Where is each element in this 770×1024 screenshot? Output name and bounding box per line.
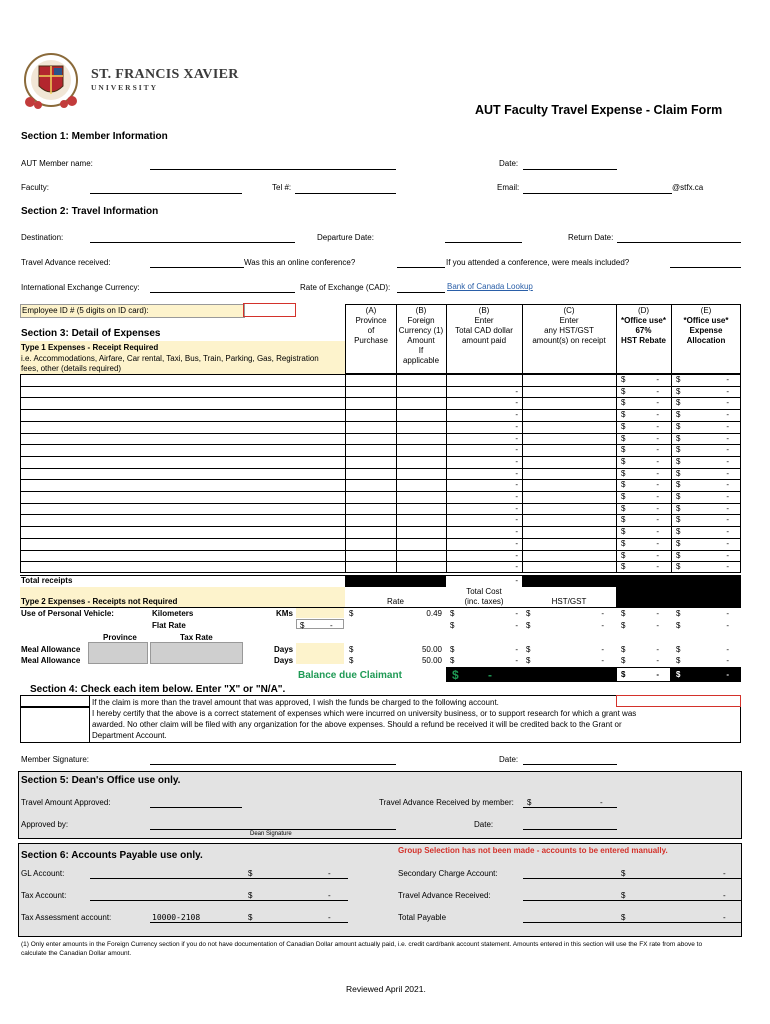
flat-total-value: - [515,621,518,630]
allocation-cell: - [726,421,729,431]
form-title: AUT Faculty Travel Expense - Claim Form [475,103,723,117]
currency-field[interactable] [150,292,295,293]
group-warning: Group Selection has not been made - accounts to be entered manually. [398,846,668,855]
days-label-1: Days [274,645,294,654]
signature-field[interactable] [150,764,396,765]
employee-id-input[interactable] [243,303,296,317]
allocation-dollar: $ [676,386,681,396]
cad-total-cell: - [515,421,518,431]
rate-label: Rate of Exchange (CAD): [300,283,391,292]
km-e-dollar: $ [676,609,681,618]
rebate-dollar: $ [621,480,626,490]
flat-hst-value: - [601,621,604,630]
allocation-dollar: $ [676,456,681,466]
rebate-cell: - [656,503,659,513]
secondary-dollar: $ [621,869,626,878]
kilometers-label: Kilometers [152,609,194,618]
meal1-d-value: - [656,645,659,654]
destination-label: Destination: [21,233,64,242]
cad-total-cell: - [515,562,518,572]
member-name-label: AUT Member name: [21,159,93,168]
grid-col-line [345,374,346,573]
secondary-field[interactable] [523,878,741,879]
allocation-cell: - [726,398,729,408]
rebate-dollar: $ [621,433,626,443]
meal1-total-dollar: $ [450,645,455,654]
secondary-label: Secondary Charge Account: [398,869,498,878]
rebate-dollar: $ [621,468,626,478]
table-row[interactable] [20,526,345,538]
allocation-dollar: $ [676,492,681,501]
rate-field[interactable] [397,292,445,293]
rebate-cell: - [656,492,659,501]
advance-received-value: - [723,891,726,900]
signature-date-field[interactable] [523,764,617,765]
meal1-e-dollar: $ [676,645,681,654]
total-payable-value: - [723,913,726,922]
advance-member-value: - [600,798,603,807]
meal1-d-dollar: $ [621,645,626,654]
rebate-dollar: $ [621,538,626,548]
faculty-field[interactable] [90,193,242,194]
allocation-cell: - [726,550,729,560]
meal-label-1: Meal Allowance [21,645,81,654]
email-label: Email: [497,183,520,192]
section6-title: Section 6: Accounts Payable use only. [21,850,203,861]
km-total-dollar: $ [450,609,455,618]
section5-date-label: Date: [474,820,494,829]
bank-of-canada-link[interactable]: Bank of Canada Lookup [447,282,533,291]
meal2-hst-value: - [601,656,604,665]
approved-field[interactable] [150,807,242,808]
signature-label: Member Signature: [21,755,90,764]
km-total-value: - [515,609,518,618]
table-row[interactable] [20,374,345,386]
cad-total-cell: - [515,433,518,443]
allocation-dollar: $ [676,445,681,455]
allocation-dollar: $ [676,550,681,560]
allocation-dollar: $ [676,480,681,490]
crest-icon [18,52,84,112]
table-row[interactable] [20,550,345,562]
tax-rate-label: Tax Rate [180,633,213,642]
type2-border [20,607,741,608]
advance-received-field[interactable] [523,900,741,901]
balance-d-dollar: $ [621,670,626,679]
table-row[interactable] [20,503,345,515]
online-label: Was this an online conference? [244,258,356,267]
cad-total-cell: - [515,410,518,420]
signature-date-label: Date: [499,755,519,764]
km-hst-value: - [601,609,604,618]
total-cde-blackout [522,575,741,587]
section1-title: Section 1: Member Information [21,131,168,142]
rebate-dollar: $ [621,550,626,560]
footnote-line1: (1) Only enter amounts in the Foreign Currency section if you do not have documentation of Canadian Dollar amount actually paid, i.e. credit card/bank account statement. Amounts entered in this section will use the FX rate from above to [21,941,703,948]
allocation-dollar: $ [676,421,681,431]
allocation-dollar: $ [676,515,681,525]
rebate-cell: - [656,468,659,478]
allocation-cell: - [726,456,729,466]
vehicle-label: Use of Personal Vehicle: [21,609,114,618]
rebate-cell: - [656,480,659,490]
province-label: Province [103,633,137,642]
col-b-cad-header: (B) Enter Total CAD dollar amount paid [455,306,513,345]
days-label-2: Days [274,656,294,665]
flat-rate-dollar: $ [300,621,305,630]
type1-desc-2: fees, other (details required) [21,364,122,373]
return-label: Return Date: [568,233,614,242]
table-row[interactable] [20,409,345,421]
allocation-cell: - [726,492,729,501]
kms-input[interactable] [296,608,344,618]
allocation-dollar: $ [676,433,681,443]
rebate-dollar: $ [621,492,626,501]
table-row[interactable] [20,538,345,550]
table-row[interactable] [20,433,345,445]
meal2-total-value: - [515,656,518,665]
type2-rate-header: Rate [387,597,404,606]
tax-assessment-dollar: $ [248,913,253,922]
rebate-cell: - [656,398,659,408]
km-dollar: $ [349,609,354,618]
col-a-header: (A) Province of Purchase [354,306,388,345]
allocation-dollar: $ [676,468,681,478]
advance-member-field[interactable] [523,807,617,808]
rebate-cell: - [656,562,659,572]
faculty-label: Faculty: [21,183,50,192]
advance-received-label: Travel Advance Received: [398,891,491,900]
meal2-rate: 50.00 [421,656,442,665]
rebate-dollar: $ [621,386,626,396]
tel-label: Tel #: [272,183,292,192]
allocation-cell: - [726,503,729,513]
meal1-total-value: - [515,645,518,654]
flat-rate-dash: - [330,621,333,630]
allocation-dollar: $ [676,398,681,408]
meal1-dollar: $ [349,645,354,654]
total-payable-label: Total Payable [398,913,447,922]
total-payable-field[interactable] [523,922,741,923]
type2-de-blackout [616,587,741,608]
allocation-dollar: $ [676,375,681,384]
balance-dollar: $ [452,668,459,682]
flat-d-value: - [656,621,659,630]
tel-field[interactable] [295,193,396,194]
gl-label: GL Account: [21,869,65,878]
tax-assessment-label: Tax Assessment account: [21,913,112,922]
meal2-e-value: - [726,656,729,665]
km-d-dollar: $ [621,609,626,618]
destination-field[interactable] [90,242,295,243]
meal2-d-value: - [656,656,659,665]
rebate-cell: - [656,410,659,420]
cad-total-cell: - [515,386,518,396]
meal-label-2: Meal Allowance [21,656,81,665]
meals-label: If you attended a conference, were meals included? [446,258,630,267]
section3-title: Section 3: Detail of Expenses [21,328,161,339]
meal1-hst-dollar: $ [526,645,531,654]
university-subname: UNIVERSITY [91,83,159,92]
section4-item2-line3: Department Account. [92,731,167,740]
meal1-e-value: - [726,645,729,654]
days-input[interactable] [296,643,344,664]
advance-label: Travel Advance received: [21,258,111,267]
rebate-dollar: $ [621,398,626,408]
allocation-cell: - [726,410,729,420]
balance-c-blackout [522,667,616,682]
rebate-cell: - [656,445,659,455]
date-label: Date: [499,159,519,168]
rebate-cell: - [656,515,659,525]
rebate-dollar: $ [621,562,626,572]
approved-by-label: Approved by: [21,820,69,829]
tax-account-label: Tax Account: [21,891,67,900]
type2-hst-header: HST/GST [551,597,587,606]
departure-field[interactable] [445,242,522,243]
checkbox-1[interactable] [20,695,90,707]
rebate-dollar: $ [621,527,626,537]
advance-field[interactable] [150,267,244,268]
approved-label: Travel Amount Approved: [21,798,111,807]
allocation-cell: - [726,386,729,396]
meal2-total-dollar: $ [450,656,455,665]
table-row[interactable] [20,479,345,491]
rebate-cell: - [656,456,659,466]
rebate-cell: - [656,421,659,431]
tax-account-field[interactable] [90,900,348,901]
meal1-hst-value: - [601,645,604,654]
gl-field[interactable] [90,878,348,879]
cad-total-cell: - [515,527,518,537]
allocation-dollar: $ [676,527,681,537]
meal2-d-dollar: $ [621,656,626,665]
rebate-cell: - [656,527,659,537]
rebate-dollar: $ [621,503,626,513]
km-hst-dollar: $ [526,609,531,618]
allocation-cell: - [726,433,729,443]
cad-total-cell: - [515,550,518,560]
meal1-rate: 50.00 [421,645,442,654]
gl-value: - [328,869,331,878]
table-row[interactable] [20,468,345,480]
allocation-dollar: $ [676,503,681,513]
total-payable-dollar: $ [621,913,626,922]
employee-label: Employee ID # (5 digits on ID card): [22,306,149,315]
cad-total-cell: - [515,445,518,455]
online-field[interactable] [397,267,445,268]
balance-label: Balance due Claimant [298,670,402,681]
meal2-dollar: $ [349,656,354,665]
rebate-cell: - [656,375,659,384]
rebate-cell: - [656,538,659,548]
account-charge-field[interactable] [616,695,741,707]
university-logo [18,52,84,112]
total-receipts-label: Total receipts [21,576,73,585]
balance-e-value: - [726,670,729,679]
secondary-value: - [723,869,726,878]
cad-total-cell: - [515,468,518,478]
allocation-dollar: $ [676,538,681,548]
col-b-foreign-header: (B) Foreign Currency (1) Amount If applicable [398,306,444,365]
tax-dollar: $ [248,891,253,900]
type2-total-cost-header: Total Cost (inc. taxes) [464,587,504,606]
col-e-header: (E) *Office use* Expense Allocation [683,306,729,345]
footnote-line2: calculate the Canadian Dollar amount. [21,950,132,957]
tax-value: - [328,891,331,900]
table-row[interactable] [20,386,345,398]
reviewed-note: Reviewed April 2021. [346,984,426,994]
meal2-hst-dollar: $ [526,656,531,665]
currency-label: International Exchange Currency: [21,283,140,292]
rebate-cell: - [656,386,659,396]
advance-received-dollar: $ [621,891,626,900]
table-row[interactable] [20,491,345,503]
allocation-cell: - [726,515,729,525]
email-suffix: @stfx.ca [672,183,704,192]
allocation-cell: - [726,445,729,455]
km-e-value: - [726,609,729,618]
cad-total-cell: - [515,480,518,490]
advance-member-label: Travel Advance Received by member: [379,798,514,807]
table-row[interactable] [20,397,345,409]
meal2-e-dollar: $ [676,656,681,665]
grid-col-line [522,374,523,573]
meal-grey-boxes [88,642,243,664]
cad-total-cell: - [515,515,518,525]
rebate-dollar: $ [621,375,626,384]
type1-title: Type 1 Expenses - Receipt Required [21,343,159,352]
rebate-dollar: $ [621,421,626,431]
allocation-cell: - [726,527,729,537]
section5-title: Section 5: Dean's Office use only. [21,775,181,786]
return-field[interactable] [617,242,741,243]
flat-e-dollar: $ [676,621,681,630]
rebate-dollar: $ [621,445,626,455]
member-name-field[interactable] [150,169,396,170]
kms-label: KMs [276,609,293,618]
cad-total-cell: - [515,503,518,513]
balance-value: - [488,668,492,682]
rebate-cell: - [656,550,659,560]
gl-dollar: $ [248,869,253,878]
col-c-header: (C) Enter any HST/GST amount(s) on receipt [532,306,606,345]
section4-title: Section 4: Check each item below. Enter "X" or "N/A". [30,684,286,695]
balance-e-dollar: $ [676,670,681,679]
flat-d-dollar: $ [621,621,626,630]
cad-total-cell: - [515,538,518,548]
allocation-cell: - [726,468,729,478]
km-rate: 0.49 [426,609,442,618]
rebate-dollar: $ [621,456,626,466]
allocation-cell: - [726,538,729,548]
advance-member-dollar: $ [527,798,532,807]
approved-by-field[interactable] [150,829,396,830]
allocation-cell: - [726,562,729,572]
type1-desc-1: i.e. Accommodations, Airfare, Car rental, Taxi, Bus, Train, Parking, Gas, Registration [21,354,319,363]
flat-hst-dollar: $ [526,621,531,630]
flat-rate-label: Flat Rate [152,621,186,630]
col-d-header: (D) *Office use* 67% HST Rebate [621,306,666,345]
table-row[interactable] [20,421,345,433]
flat-e-value: - [726,621,729,630]
meals-field[interactable] [670,267,741,268]
total-receipts-value: - [515,576,518,585]
rebate-dollar: $ [621,515,626,525]
section5-date-field[interactable] [523,829,617,830]
university-name: ST. FRANCIS XAVIER [91,67,239,82]
allocation-cell: - [726,480,729,490]
email-field[interactable] [523,193,672,194]
cad-total-cell: - [515,398,518,408]
dean-signature-caption: Dean Signature [250,831,292,837]
allocation-dollar: $ [676,410,681,420]
table-row[interactable] [20,444,345,456]
allocation-dollar: $ [676,562,681,572]
section2-title: Section 2: Travel Information [21,206,159,217]
flat-total-dollar: $ [450,621,455,630]
tax-assessment-field[interactable] [150,922,348,923]
rebate-dollar: $ [621,410,626,420]
km-d-value: - [656,609,659,618]
section4-item2-line2: awarded. No other claim will be filed with any organization for the above expenses. Should a refund be received it will be credited back to the Grant or [92,720,622,729]
tax-assessment-dash: - [328,913,331,922]
balance-d-value: - [656,670,659,679]
cad-total-cell: - [515,492,518,501]
departure-label: Departure Date: [317,233,374,242]
rebate-cell: - [656,433,659,443]
table-row[interactable] [20,514,345,526]
checkbox-2[interactable] [20,707,90,743]
cad-total-cell: - [515,456,518,466]
type2-title: Type 2 Expenses - Receipts not Required [21,597,178,606]
section4-item1: If the claim is more than the travel amount that was approved, I wish the funds be charged to the following account. [92,698,499,707]
grid-col-line [396,374,397,573]
table-row[interactable] [20,456,345,468]
total-a-blackout [345,575,446,587]
section4-item2-line1: I hereby certify that the above is a correct statement of expenses which were incurred on university business, or to support research for which a grant was [92,709,637,718]
table-row[interactable] [20,561,345,573]
tax-assessment-value: 10000-2108 [152,913,201,922]
allocation-cell: - [726,375,729,384]
date-field[interactable] [523,169,617,170]
